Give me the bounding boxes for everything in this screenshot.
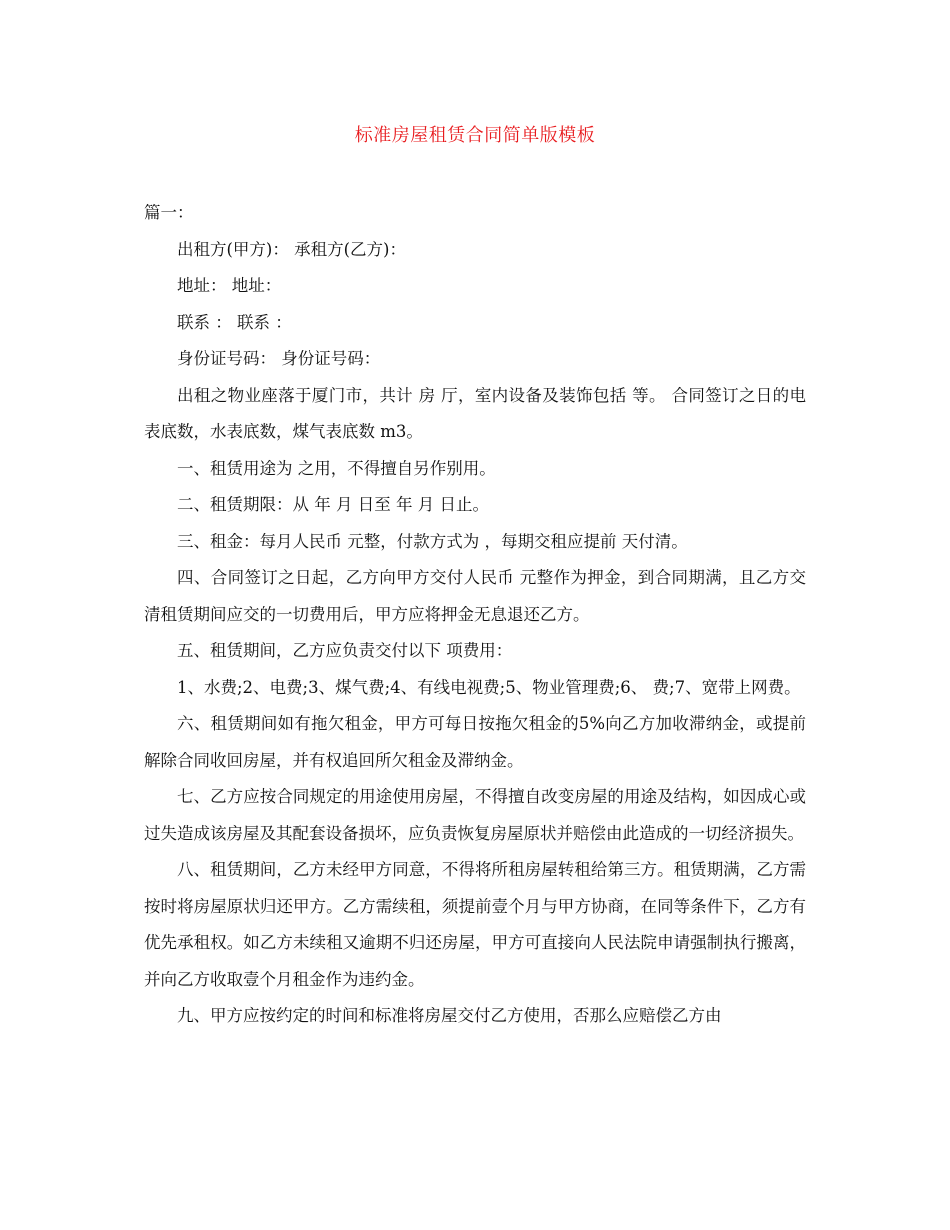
clause-4: 四、合同签订之日起，乙方向甲方交付人民币 元整作为押金，到合同期满，且乙方交清租赁期间应交的一切费用后，甲方应将押金无息退还乙方。 (144, 568, 806, 624)
clause-8: 八、租赁期间，乙方未经甲方同意，不得将所租房屋转租给第三方。租赁期满，乙方需按时将房屋原状归还甲方。乙方需续租，须提前壹个月与甲方协商，在同等条件下，乙方有优先承租权。如乙方未续租又逾期不归还房屋，甲方可直接向人民法院申请强制执行搬离，并向乙方收取壹个月租金作为违约金。 (144, 860, 806, 989)
parties-line: 出租方(甲方)： 承租方(乙方)： (177, 239, 406, 259)
clause-9: 九、甲方应按约定的时间和标准将房屋交付乙方使用，否那么应赔偿乙方由 (177, 1006, 722, 1025)
clause-6: 六、租赁期间如有拖欠租金，甲方可每日按拖欠租金的5%向乙方加收滞纳金，或提前解除合同收回房屋，并有权追回所欠租金及滞纳金。 (144, 714, 806, 770)
clause-2: 二、租赁期限：从 年 月 日至 年 月 日止。 (177, 495, 489, 514)
clause-7: 七、乙方应按合同规定的用途使用房屋，不得擅自改变房屋的用途及结构，如因成心或过失造成该房屋及其配套设备损坏，应负责恢复房屋原状并赔偿由此造成的一切经济损失。 (144, 787, 806, 843)
clause-1: 一、租赁用途为 之用，不得擅自另作别用。 (177, 458, 496, 478)
document-body (144, 195, 806, 1035)
contact-line: 联系 ： 联系 ： (177, 312, 292, 332)
clause-3: 三、租金：每月人民币 元整，付款方式为 ，每期交租应提前 天付清。 (177, 531, 688, 551)
address-line: 地址： 地址： (177, 276, 282, 295)
property-description: 出租之物业座落于厦门市，共计 房 厅，室内设备及装饰包括 等。 合同签订之日的电表底数，水表底数，煤气表底数 m3。 (144, 385, 806, 441)
document-title: 标准房屋租赁合同简单版模板 (354, 125, 596, 146)
clause-5-fee-list: 1、水费;2、电费;3、煤气费;4、有线电视费;5、物业管理费;6、 费;7、宽带上网费。 (177, 677, 801, 697)
clause-5: 五、租赁期间，乙方应负责交付以下 项费用： (177, 641, 513, 660)
id-number-line: 身份证号码： 身份证号码： (177, 349, 381, 368)
section-heading: 篇一： (144, 203, 194, 222)
